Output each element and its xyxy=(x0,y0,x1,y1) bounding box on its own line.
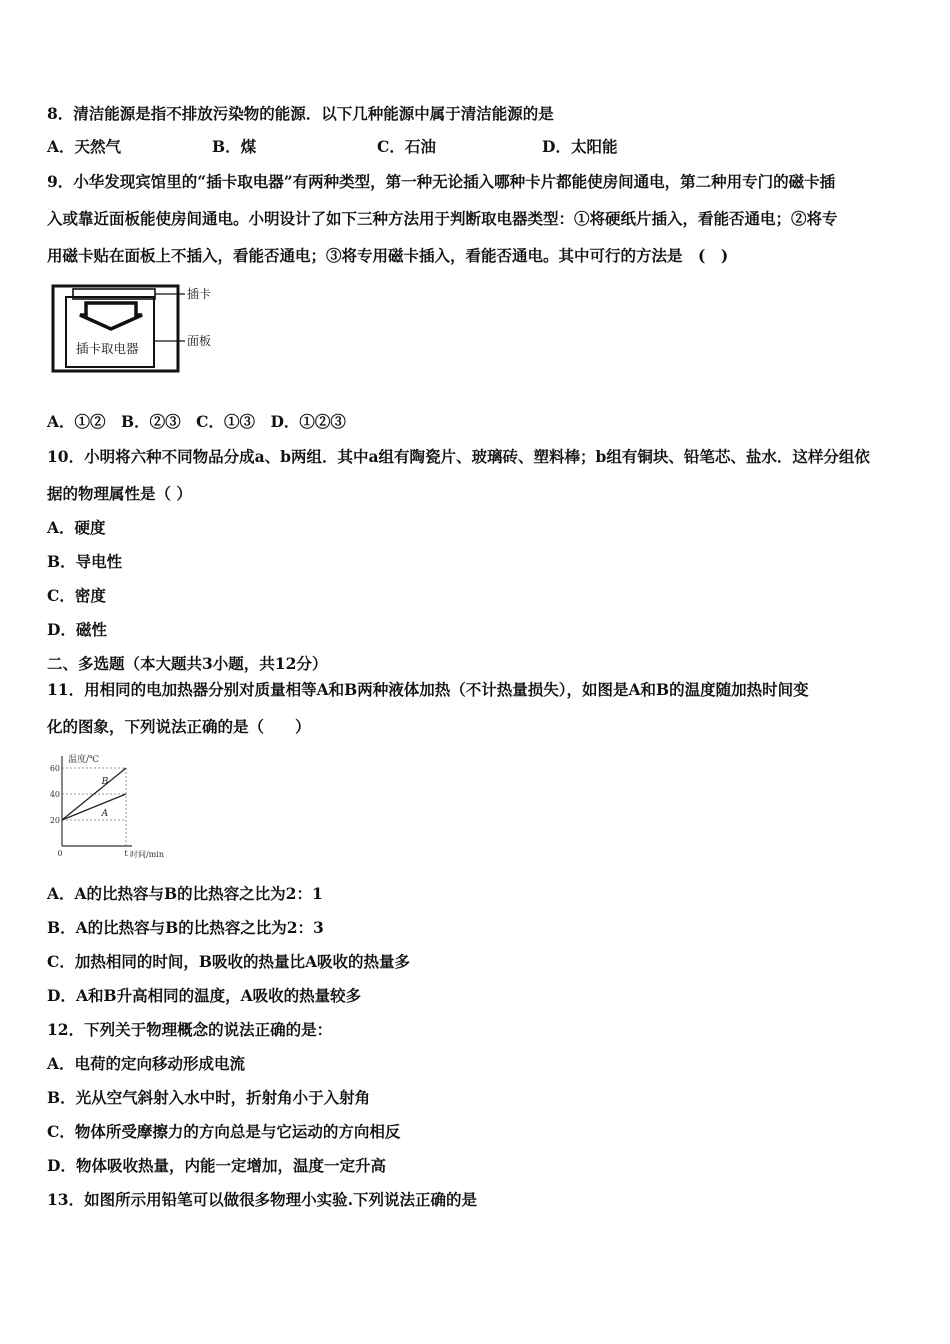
q12-option-d: D．物体吸收热量，内能一定增加，温度一定升高 xyxy=(47,1156,386,1175)
temperature-chart xyxy=(44,750,184,862)
q11-option-c: C．加热相同的时间，B吸收的热量比A吸收的热量多 xyxy=(47,952,410,971)
q8-stem: 8．清洁能源是指不排放污染物的能源．以下几种能源中属于清洁能源的是 xyxy=(47,104,554,123)
card-label: 插卡 xyxy=(187,287,212,301)
q13-stem: 13．如图所示用铅笔可以做很多物理小实验.下列说法正确的是 xyxy=(47,1190,477,1209)
q8-option-a: A．天然气 xyxy=(47,137,122,156)
q10-option-c: C．密度 xyxy=(47,586,106,605)
series-line-A xyxy=(62,794,126,820)
panel-label: 面板 xyxy=(187,334,212,348)
q10-stem-line-1: 10．小明将六种不同物品分成a、b两组．其中a组有陶瓷片、玻璃砖、塑料棒；b组有铜块、铅笔芯、盐水．这样分组依 xyxy=(47,447,870,466)
device-label: 插卡取电器 xyxy=(76,341,139,356)
y-axis-label: 温度/℃ xyxy=(68,755,100,765)
q9-stem-line-1: 9．小华发现宾馆里的“插卡取电器”有两种类型，第一种无论插入哪种卡片都能使房间通电，第二种用专门的磁卡插 xyxy=(47,172,836,191)
q11-option-d: D．A和B升高相同的温度，A吸收的热量较多 xyxy=(47,986,362,1005)
q9-options: A．①② B．②③ C．①③ D．①②③ xyxy=(47,412,346,431)
q11-option-b: B．A的比热容与B的比热容之比为2：3 xyxy=(47,918,324,937)
card-reader-figure xyxy=(50,283,220,375)
q10-option-b: B．导电性 xyxy=(47,552,123,571)
x-tick-label: t xyxy=(124,849,128,858)
x-axis-label: 时间/min xyxy=(130,850,164,859)
arrow-down-icon xyxy=(80,303,142,329)
q8-option-d: D．太阳能 xyxy=(542,137,618,156)
q11-option-a: A．A的比热容与B的比热容之比为2：1 xyxy=(47,884,323,903)
q10-option-a: A．硬度 xyxy=(47,518,106,537)
series-label-A: A xyxy=(101,808,109,819)
q11-stem-line-2: 化的图象，下列说法正确的是（ ） xyxy=(47,717,311,736)
series-label-B: B xyxy=(101,776,109,787)
y-tick-label: 60 xyxy=(49,764,60,773)
section-heading: 二、多选题（本大题共3小题，共12分） xyxy=(47,654,328,673)
q8-option-b: B．煤 xyxy=(212,137,257,156)
q10-option-d: D．磁性 xyxy=(47,620,107,639)
y-tick-label: 20 xyxy=(49,816,60,825)
q12-stem: 12．下列关于物理概念的说法正确的是： xyxy=(47,1020,333,1039)
q8-option-c: C．石油 xyxy=(377,137,436,156)
x-tick-label: 0 xyxy=(57,849,63,858)
y-tick-label: 40 xyxy=(49,790,60,799)
q9-stem-line-3: 用磁卡贴在面板上不插入，看能否通电；③将专用磁卡插入，看能否通电。其中可行的方法是 ( ) xyxy=(47,246,729,265)
q11-stem-line-1: 11．用相同的电加热器分别对质量相等A和B两种液体加热（不计热量损失），如图是A和B的温度随加热时间变 xyxy=(47,680,809,699)
q9-stem-line-2: 入或靠近面板能使房间通电。小明设计了如下三种方法用于判断取电器类型：①将硬纸片插入，看能否通电；②将专 xyxy=(47,209,838,228)
q12-option-c: C．物体所受摩擦力的方向总是与它运动的方向相反 xyxy=(47,1122,401,1141)
q12-option-a: A．电荷的定向移动形成电流 xyxy=(47,1054,246,1073)
inner-panel xyxy=(66,297,154,367)
q8-options xyxy=(47,137,847,157)
q10-stem-line-2: 据的物理属性是（ ） xyxy=(47,484,192,503)
q12-option-b: B．光从空气斜射入水中时，折射角小于入射角 xyxy=(47,1088,371,1107)
